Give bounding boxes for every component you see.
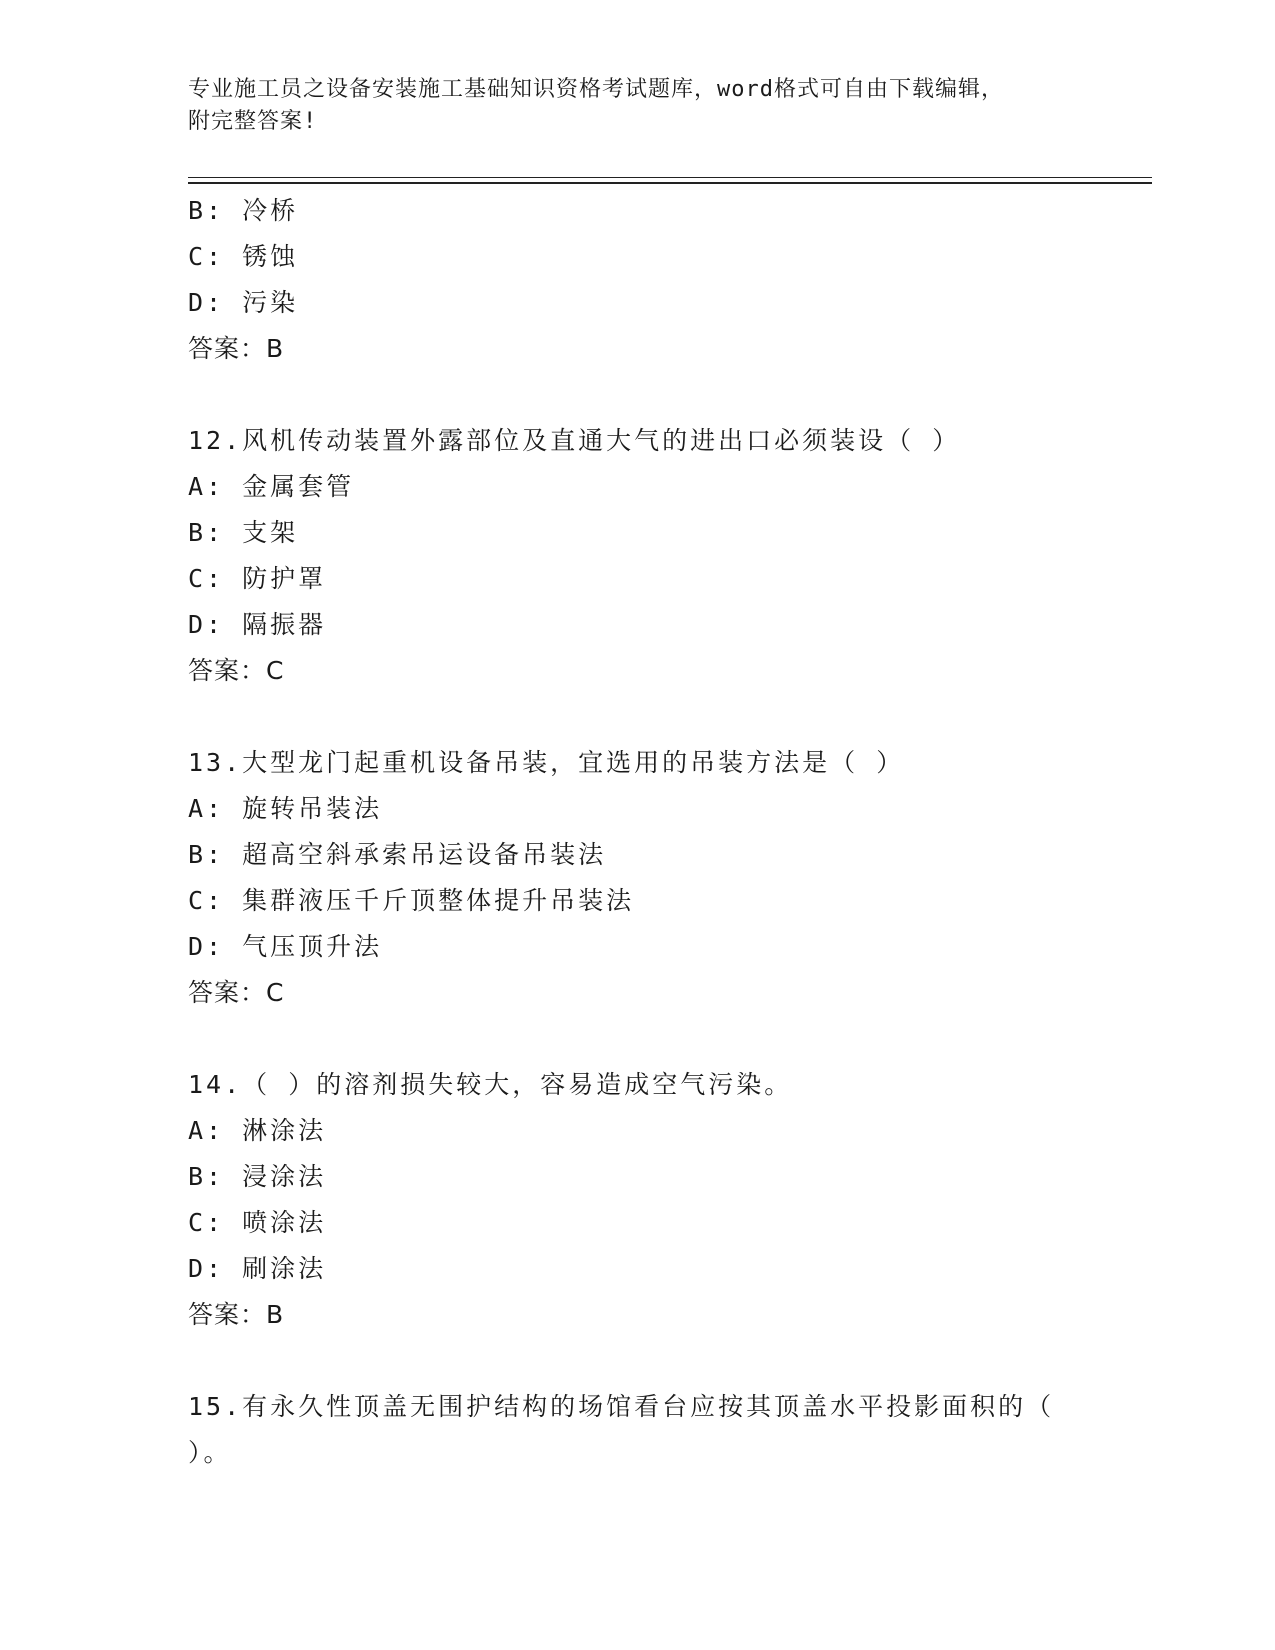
option-c: C: 集群液压千斤顶整体提升吊装法 xyxy=(188,886,635,915)
spacer xyxy=(188,1016,1128,1062)
question-block-15 xyxy=(188,1384,1128,1476)
option-c: C: 防护罩 xyxy=(188,564,327,593)
option-d: D: 隔振器 xyxy=(188,610,327,639)
question-stem-line1: 15.有永久性顶盖无围护结构的场馆看台应按其顶盖水平投影面积的（ xyxy=(188,1392,1055,1421)
option-b: B: 冷桥 xyxy=(188,196,299,225)
option-d: D: 气压顶升法 xyxy=(188,932,383,961)
option-c: C: 喷涂法 xyxy=(188,1208,327,1237)
spacer xyxy=(188,694,1128,740)
option-c: C: 锈蚀 xyxy=(188,242,299,271)
question-stem-line2: ）。 xyxy=(188,1438,232,1467)
question-stem: 14.（ ）的溶剂损失较大，容易造成空气污染。 xyxy=(188,1070,793,1099)
spacer xyxy=(188,372,1128,418)
option-a: A: 金属套管 xyxy=(188,472,355,501)
option-d: D: 刷涂法 xyxy=(188,1254,327,1283)
option-d: D: 污染 xyxy=(188,288,299,317)
header-title-line1: 专业施工员之设备安装施工基础知识资格考试题库，word格式可自由下载编辑， xyxy=(188,77,1004,102)
question-block-13 xyxy=(188,740,1128,1016)
header-divider-thick xyxy=(188,182,1152,184)
option-a: A: 淋涂法 xyxy=(188,1116,327,1145)
answer-line: 答案：C xyxy=(188,978,285,1007)
question-list xyxy=(188,188,1128,1476)
question-block-14 xyxy=(188,1062,1128,1338)
option-b: B: 超高空斜承索吊运设备吊装法 xyxy=(188,840,607,869)
header-title-line2: 附完整答案! xyxy=(188,109,318,134)
question-block-12 xyxy=(188,418,1128,694)
option-a: A: 旋转吊装法 xyxy=(188,794,383,823)
option-b: B: 浸涂法 xyxy=(188,1162,327,1191)
question-block-continued xyxy=(188,188,1128,372)
answer-line: 答案：C xyxy=(188,656,285,685)
spacer xyxy=(188,1338,1128,1384)
header-divider-thin xyxy=(188,177,1152,178)
answer-line: 答案：B xyxy=(188,334,285,363)
answer-line: 答案：B xyxy=(188,1300,285,1329)
question-stem: 13.大型龙门起重机设备吊装，宜选用的吊装方法是（ ） xyxy=(188,748,905,777)
option-b: B: 支架 xyxy=(188,518,299,547)
question-stem: 12.风机传动装置外露部位及直通大气的进出口必须装设（ ） xyxy=(188,426,961,455)
document-header xyxy=(188,74,1068,138)
